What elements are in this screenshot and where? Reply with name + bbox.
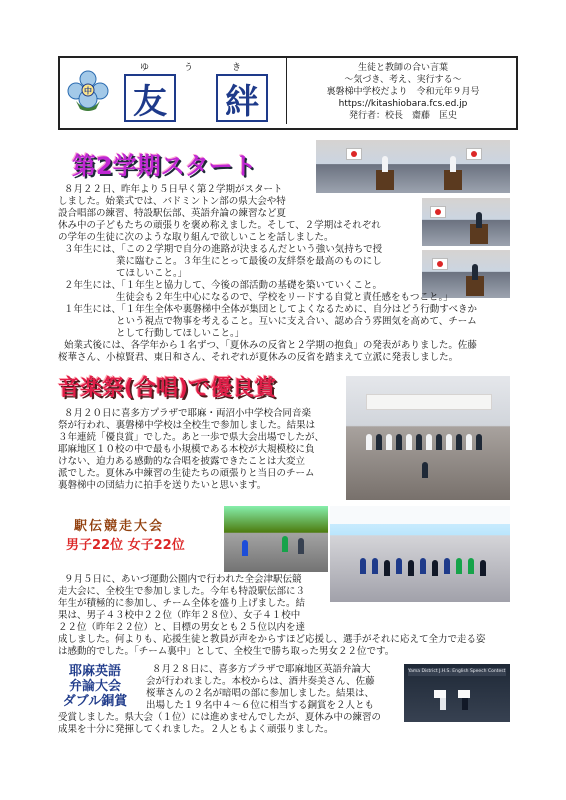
s1-line-14: 桜華さん、小椋賢君、東日和さん、それぞれが夏休みの反省を踏まえて立派に発表しました。 [58, 352, 459, 363]
s1-line-3: 休み中の子どもたちの頑張りを褒め称えました。そして、２学期はそれぞれ [58, 220, 381, 231]
motto-line: 生徒と教師の合い言葉 [357, 63, 448, 73]
section4-title-line1: 耶麻英語 [68, 664, 121, 679]
s1-line-0: ８月２２日、昨年より５日早く第２学期がスタート [64, 184, 283, 195]
ruby-u: う [184, 63, 194, 73]
s3-line-0: ９月５日に、あいづ運動公園内で行われた全会津駅伝競 [64, 574, 302, 585]
section4-title-line2: 弁論大会 [68, 679, 121, 694]
s3-line-6: は感動的でした。「チーム裏中」として、全校生で勝ち取った男女２２位です。 [58, 646, 395, 657]
s1-line-7: てほしいこと。」 [116, 268, 188, 279]
section1-title: 第2学期スタート [72, 152, 257, 180]
s2-line-5: 派でした。夏休み中練習の生徒たちの頑張りと当日のチーム [58, 468, 315, 479]
s2-line-0: ８月２０日に喜多方プラザで耶麻・両沼小中学校合同音楽 [64, 408, 312, 419]
svg-text:中: 中 [84, 86, 92, 96]
title-kanji-yu: 友 [124, 74, 176, 122]
award-banner-text: Yama District J.H.S. English Speech Contest [408, 669, 506, 674]
s3-line-5: 成しました。何よりも、応援生徒と教員が声をからすほど応援し、選手がそれに応えて全力で走る姿 [58, 634, 486, 645]
s1-line-13: 始業式後には、各学年から１名ずつ、「夏休みの反省と２学期の抱負」の発表がありました。佐藤 [64, 340, 477, 351]
section4-title-line3: ダブル銅賞 [62, 694, 128, 709]
motto-subline: ～気づき、考え、実行する～ [344, 75, 462, 85]
s1-line-9: 生徒会も２年生中心になるので、学校をリードする自覚と責任感をもつこと。」 [116, 292, 453, 303]
s1-line-10: １年生には、「１年生全体や裏磐梯中全体が集団としてよくなるために、自分はどう行動すべきか [64, 304, 478, 315]
s2-line-2: ３年連続「優良賞」でした。あと一歩で県大会出場でしたが、 [58, 432, 325, 443]
photo-choir [346, 376, 510, 500]
photo-speech-boy [316, 140, 510, 193]
s1-line-5: ３年生には、「この２学期で自分の進路が決まるんだという強い気持ちで授 [64, 244, 383, 255]
photo-speech-student [422, 250, 510, 298]
s1-line-2: 設合唱部の練習、特設駅伝部、英語弁論の練習など夏 [58, 208, 287, 219]
s2-line-6: 裏磐梯中の団結力に拍手を送りたいと思います。 [58, 480, 267, 491]
s3-line-3: 果は、男子４３校中２２位（昨年２８位）、女子４１校中 [58, 610, 301, 621]
photo-speech-award [404, 664, 510, 722]
newsletter-issue: 裏磐梯中学校だより 令和元年９月号 [326, 87, 480, 97]
s1-line-6: 業に臨むこと。３年生にとって最後の友絆祭を最高のものにし [116, 256, 382, 267]
section3-title: 駅伝競走大会 [74, 519, 165, 534]
photo-runners [224, 506, 328, 572]
section3-results: 男子22位 女子22位 [66, 538, 185, 553]
s2-line-1: 祭が行われ、裏磐梯中学校は全校生で参加しました。結果は [58, 420, 316, 431]
school-url: https://kitashiobara.fcs.ed.jp [338, 99, 468, 109]
s4-line-3: 出場した１９名中４～６位に相当する銅賞を２人とも [146, 700, 375, 711]
masthead-divider [286, 58, 287, 124]
s2-line-3: 耶麻地区１０校の中で最も小規模である本校が大規模校に負 [58, 444, 315, 455]
s1-line-4: の学年の生徒に次のような取り組んで欲しいことを話しました。 [58, 232, 334, 243]
title-kanji-kizuna: 絆 [216, 74, 268, 122]
s4-line-0: ８月２８日に、喜多方プラザで耶麻地区英語弁論大 [152, 664, 371, 675]
photo-speech-girl [422, 198, 510, 246]
s4-line-4: 受賞しました。県大会（１位）には進めませんでしたが、夏休み中の練習の [58, 712, 382, 723]
s1-line-1: しました。始業式では、バドミントン部の県大会や特 [58, 196, 286, 207]
s4-line-2: 桜華さんの２名が暗唱の部に参加しました。結果は、 [146, 688, 375, 699]
school-emblem-icon [66, 69, 110, 115]
s3-line-1: 走大会に、全校生で参加しました。今年も特設駅伝部に３ [58, 586, 306, 597]
ruby-yu: ゆ [140, 63, 150, 73]
s3-line-2: 年生が積極的に参加し、チーム全体を盛り上げました。結 [58, 598, 306, 609]
s3-line-4: ２２位（昨年２２位）と、目標の男女とも２５位以内を達 [58, 622, 306, 633]
s2-line-4: けない、迫力ある感動的な合唱を披露できたことは大変立 [58, 456, 306, 467]
s4-line-1: 会が行われました。本校からは、酒井奏美さん、佐藤 [146, 676, 375, 687]
publisher-line: 発行者：校長 齋藤 匡史 [348, 111, 457, 121]
s1-line-8: ２年生には、「１年生と協力して、今後の部活動の基礎を築いていくこと。 [64, 280, 383, 291]
ruby-ki: き [232, 63, 242, 73]
s1-line-12: として行動してほしいこと。」 [116, 328, 245, 339]
photo-ekiden-team [330, 506, 510, 602]
section2-title: 音楽祭(合唱)で優良賞 [58, 376, 277, 401]
s1-line-11: という視点で物事を考えること。互いに支え合い、認め合う雰囲気を高めて、チーム [116, 316, 477, 327]
s4-line-5: 成果を十分に発揮してくれました。２人ともよく頑張りました。 [58, 724, 334, 735]
